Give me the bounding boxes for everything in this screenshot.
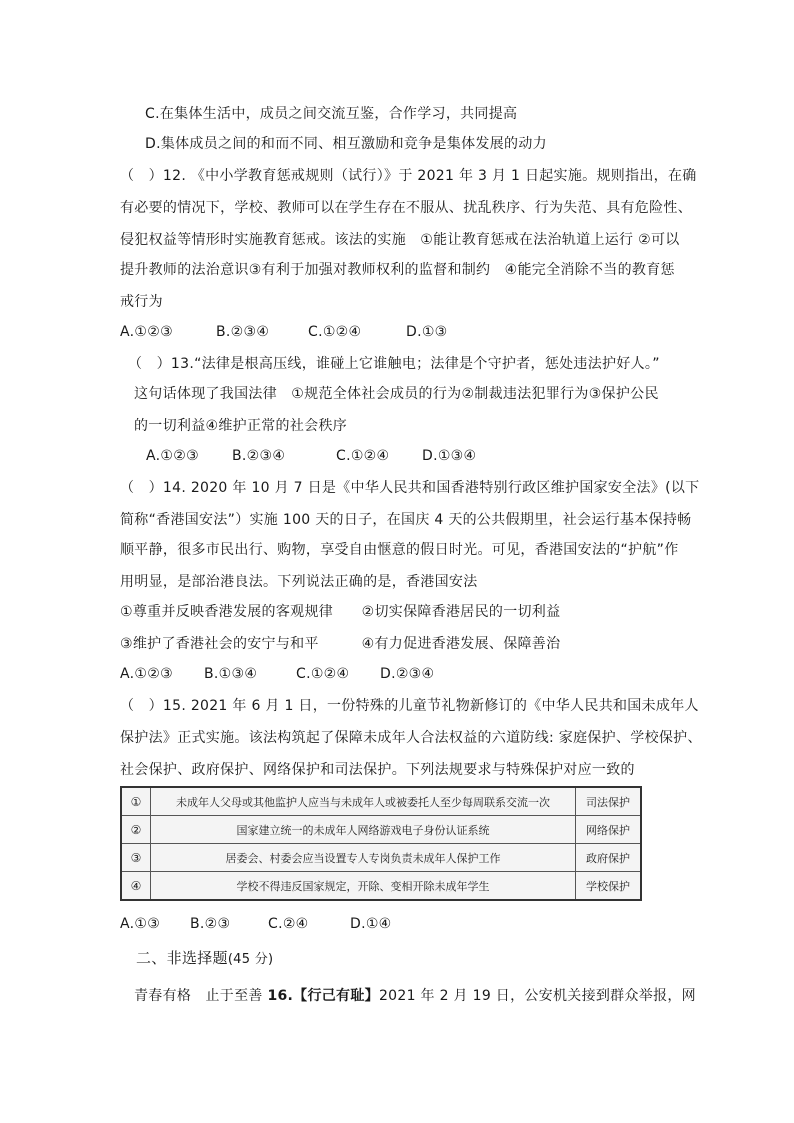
table-row-number: ① bbox=[121, 787, 151, 816]
q15-options bbox=[120, 914, 392, 934]
q14-line-3: 顺平静，很多市民出行、购物，享受自由惬意的假日时光。可见，香港国安法的“护航”作 bbox=[120, 542, 679, 558]
q12-option-d: D.①③ bbox=[406, 324, 448, 340]
q15-option-a: A.①③ bbox=[120, 916, 161, 932]
table-row bbox=[121, 872, 641, 901]
q13-line-3: 的一切利益④维护正常的社会秩序 bbox=[134, 418, 348, 434]
table-row-description: 国家建立统一的未成年人网络游戏电子身份认证系统 bbox=[151, 816, 576, 844]
q12-option-a: A.①②③ bbox=[120, 324, 173, 340]
q15-line-3: 社会保护、政府保护、网络保护和司法保护。下列法规要求与特殊保护对应一致的 bbox=[120, 762, 635, 778]
q13-option-d: D.①③④ bbox=[422, 448, 477, 464]
table-row-number: ② bbox=[121, 816, 151, 844]
q13-line-1: （ ）13.“法律是根高压线，谁碰上它谁触电；法律是个守护者，惩处违法护好人。” bbox=[128, 356, 660, 372]
q13-option-b: B.②③④ bbox=[232, 448, 286, 464]
q16-text: 2021 年 2 月 19 日，公安机关接到群众举报，网 bbox=[378, 988, 696, 1004]
q14-line-2: 简称“香港国安法”）实施 100 天的日子，在国庆 4 天的公共假期里，社会运行基本保持畅 bbox=[120, 512, 692, 528]
q15-option-b: B.②③ bbox=[190, 916, 231, 932]
section-score: (45 分) bbox=[227, 952, 274, 967]
q12-line-4: 提升教师的法治意识③有利于加强对教师权利的监督和制约 ④能完全消除不当的教育惩 bbox=[120, 262, 675, 278]
q12-line-3: 侵犯权益等情形时实施教育惩戒。该法的实施 ①能让教育惩戒在法治轨道上运行 ②可以 bbox=[120, 232, 680, 248]
q15-option-c: C.②④ bbox=[268, 916, 309, 932]
q13-options bbox=[146, 446, 476, 466]
table-row-category: 网络保护 bbox=[576, 816, 642, 844]
q12-line-1: （ ）12. 《中小学教育惩戒规则（试行）》于 2021 年 3 月 1 日起实施。规则指出，在确 bbox=[120, 168, 697, 184]
q16-line-1 bbox=[134, 986, 696, 1006]
q12-line-2: 有必要的情况下，学校、教师可以在学生存在不服从、扰乱秩序、行为失范、具有危险性、 bbox=[120, 200, 692, 216]
q12-option-b: B.②③④ bbox=[216, 324, 270, 340]
q14-option-a: A.①②③ bbox=[120, 666, 173, 682]
law-protection-table bbox=[120, 786, 642, 901]
table-row-category: 学校保护 bbox=[576, 872, 642, 901]
q12-line-5: 戒行为 bbox=[120, 294, 163, 310]
section-title-text: 二、非选择题 bbox=[136, 949, 228, 967]
q12-options bbox=[120, 322, 448, 342]
q15-line-1: （ ）15. 2021 年 6 月 1 日，一份特殊的儿童节礼物新修订的《中华人民共和国未成年人 bbox=[120, 698, 699, 714]
q14-option-b: B.①③④ bbox=[204, 666, 258, 682]
q15-option-d: D.①④ bbox=[350, 916, 392, 932]
q13-option-c: C.①②④ bbox=[336, 448, 390, 464]
table-row-category: 司法保护 bbox=[576, 787, 642, 816]
q14-option-d: D.②③④ bbox=[380, 666, 435, 682]
table-row bbox=[121, 844, 641, 872]
q14-statement-2: ③维护了香港社会的安宁与和平 ④有力促进香港发展、保障善治 bbox=[120, 636, 561, 652]
table-row-description: 学校不得违反国家规定，开除、变相开除未成年学生 bbox=[151, 872, 576, 901]
q11-option-c: C.在集体生活中，成员之间交流互鉴，合作学习，共同提高 bbox=[145, 106, 518, 122]
q15-line-2: 保护法》正式实施。该法构筑起了保障未成年人合法权益的六道防线: 家庭保护、学校保护、 bbox=[120, 730, 702, 746]
q13-option-a: A.①②③ bbox=[146, 448, 199, 464]
q14-line-4: 用明显，是部治港良法。下列说法正确的是，香港国安法 bbox=[120, 574, 478, 590]
q14-statement-1: ①尊重并反映香港发展的客观规律 ②切实保障香港居民的一切利益 bbox=[120, 604, 561, 620]
section-title bbox=[136, 948, 273, 970]
q12-option-c: C.①②④ bbox=[308, 324, 362, 340]
q14-option-c: C.①②④ bbox=[296, 666, 350, 682]
q13-line-2: 这句话体现了我国法律 ①规范全体社会成员的行为②制裁违法犯罪行为③保护公民 bbox=[134, 386, 659, 402]
q11-option-d: D.集体成员之间的和而不同、相互激励和竞争是集体发展的动力 bbox=[145, 136, 547, 152]
table-row-number: ③ bbox=[121, 844, 151, 872]
table-row-description: 未成年人父母或其他监护人应当与未成年人或被委托人至少每周联系交流一次 bbox=[151, 787, 576, 816]
q14-options bbox=[120, 664, 434, 684]
q16-number-tag: 16.【行己有耻】 bbox=[267, 988, 379, 1004]
q14-line-1: （ ）14. 2020 年 10 月 7 日是《中华人民共和国香港特别行政区维护国家安全法》(以下 bbox=[120, 480, 700, 496]
q16-prefix: 青春有格 止于至善 bbox=[134, 988, 268, 1004]
table-row-description: 居委会、村委会应当设置专人专岗负责未成年人保护工作 bbox=[151, 844, 576, 872]
table-row-category: 政府保护 bbox=[576, 844, 642, 872]
table-row bbox=[121, 816, 641, 844]
table-row bbox=[121, 787, 641, 816]
table-row-number: ④ bbox=[121, 872, 151, 901]
